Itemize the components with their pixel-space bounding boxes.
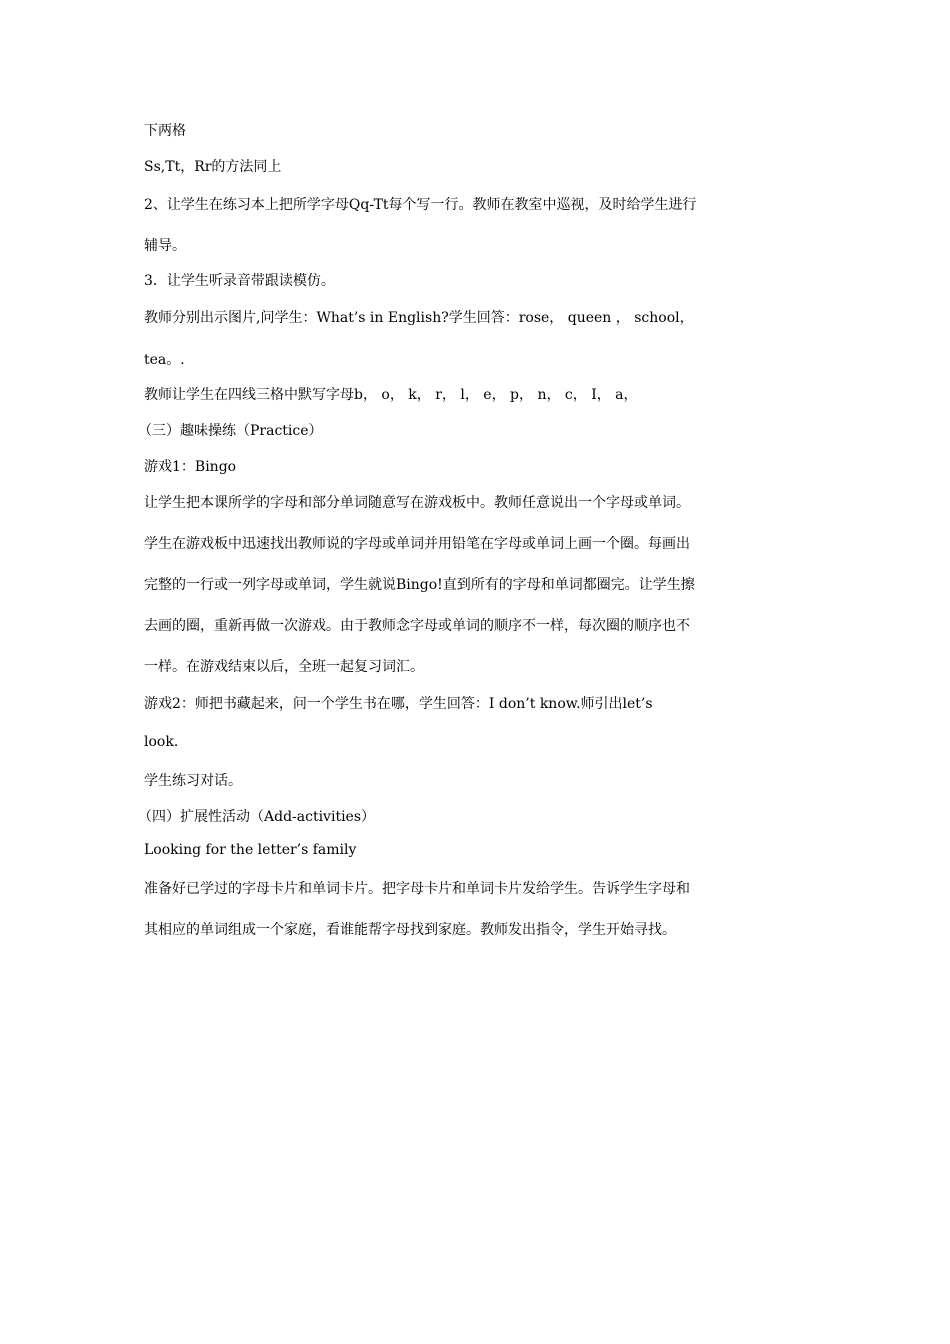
text-line: 去画的圈，重新再做一次游戏。由于教师念字母或单词的顺序不一样，每次圈的顺序也不 [144, 618, 690, 634]
text-line: Looking for the letter’s family [144, 842, 357, 858]
text-line: 让学生把本课所学的字母和部分单词随意写在游戏板中。教师任意说出一个字母或单词。 [144, 495, 690, 511]
text-line: 学生练习对话。 [144, 773, 242, 789]
text-line: 其相应的单词组成一个家庭，看谁能帮字母找到家庭。教师发出指令，学生开始寻找。 [144, 922, 676, 938]
text-line: 3．让学生听录音带跟读模仿。 [144, 273, 335, 289]
section-heading: （三）趣味操练（Practice） [138, 423, 323, 439]
text-line: 游戏2：师把书藏起来，问一个学生书在哪，学生回答：I don’t know.师引出let’s [144, 696, 653, 712]
text-line: 准备好已学过的字母卡片和单词卡片。把字母卡片和单词卡片发给学生。告诉学生字母和 [144, 881, 690, 897]
text-line: look. [144, 734, 179, 750]
text-line: 学生在游戏板中迅速找出教师说的字母或单词并用铅笔在字母或单词上画一个圈。每画出 [144, 536, 690, 552]
text-line: 完整的一行或一列字母或单词，学生就说Bingo!直到所有的字母和单词都圈完。让学生擦 [144, 577, 695, 593]
text-line: 下两格 [144, 123, 186, 139]
text-line: 2、让学生在练习本上把所学字母Qq-Tt每个写一行。教师在教室中巡视，及时给学生进行 [144, 197, 697, 213]
section-heading: （四）扩展性活动（Add-activities） [138, 809, 376, 825]
text-line: Ss,Tt，Rr的方法同上 [144, 159, 282, 175]
text-line: 游戏1：Bingo [144, 459, 237, 475]
text-line: 辅导。 [144, 238, 186, 254]
text-line: 一样。在游戏结束以后，全班一起复习词汇。 [144, 659, 424, 675]
text-line: 教师分别出示图片,问学生：What’s in English?学生回答：rose， queen ， school， [144, 310, 694, 326]
text-line: tea。. [144, 352, 185, 368]
text-line: 教师让学生在四线三格中默写字母b， o， k， r， l， e， p， n， c， I， a， [144, 387, 638, 403]
